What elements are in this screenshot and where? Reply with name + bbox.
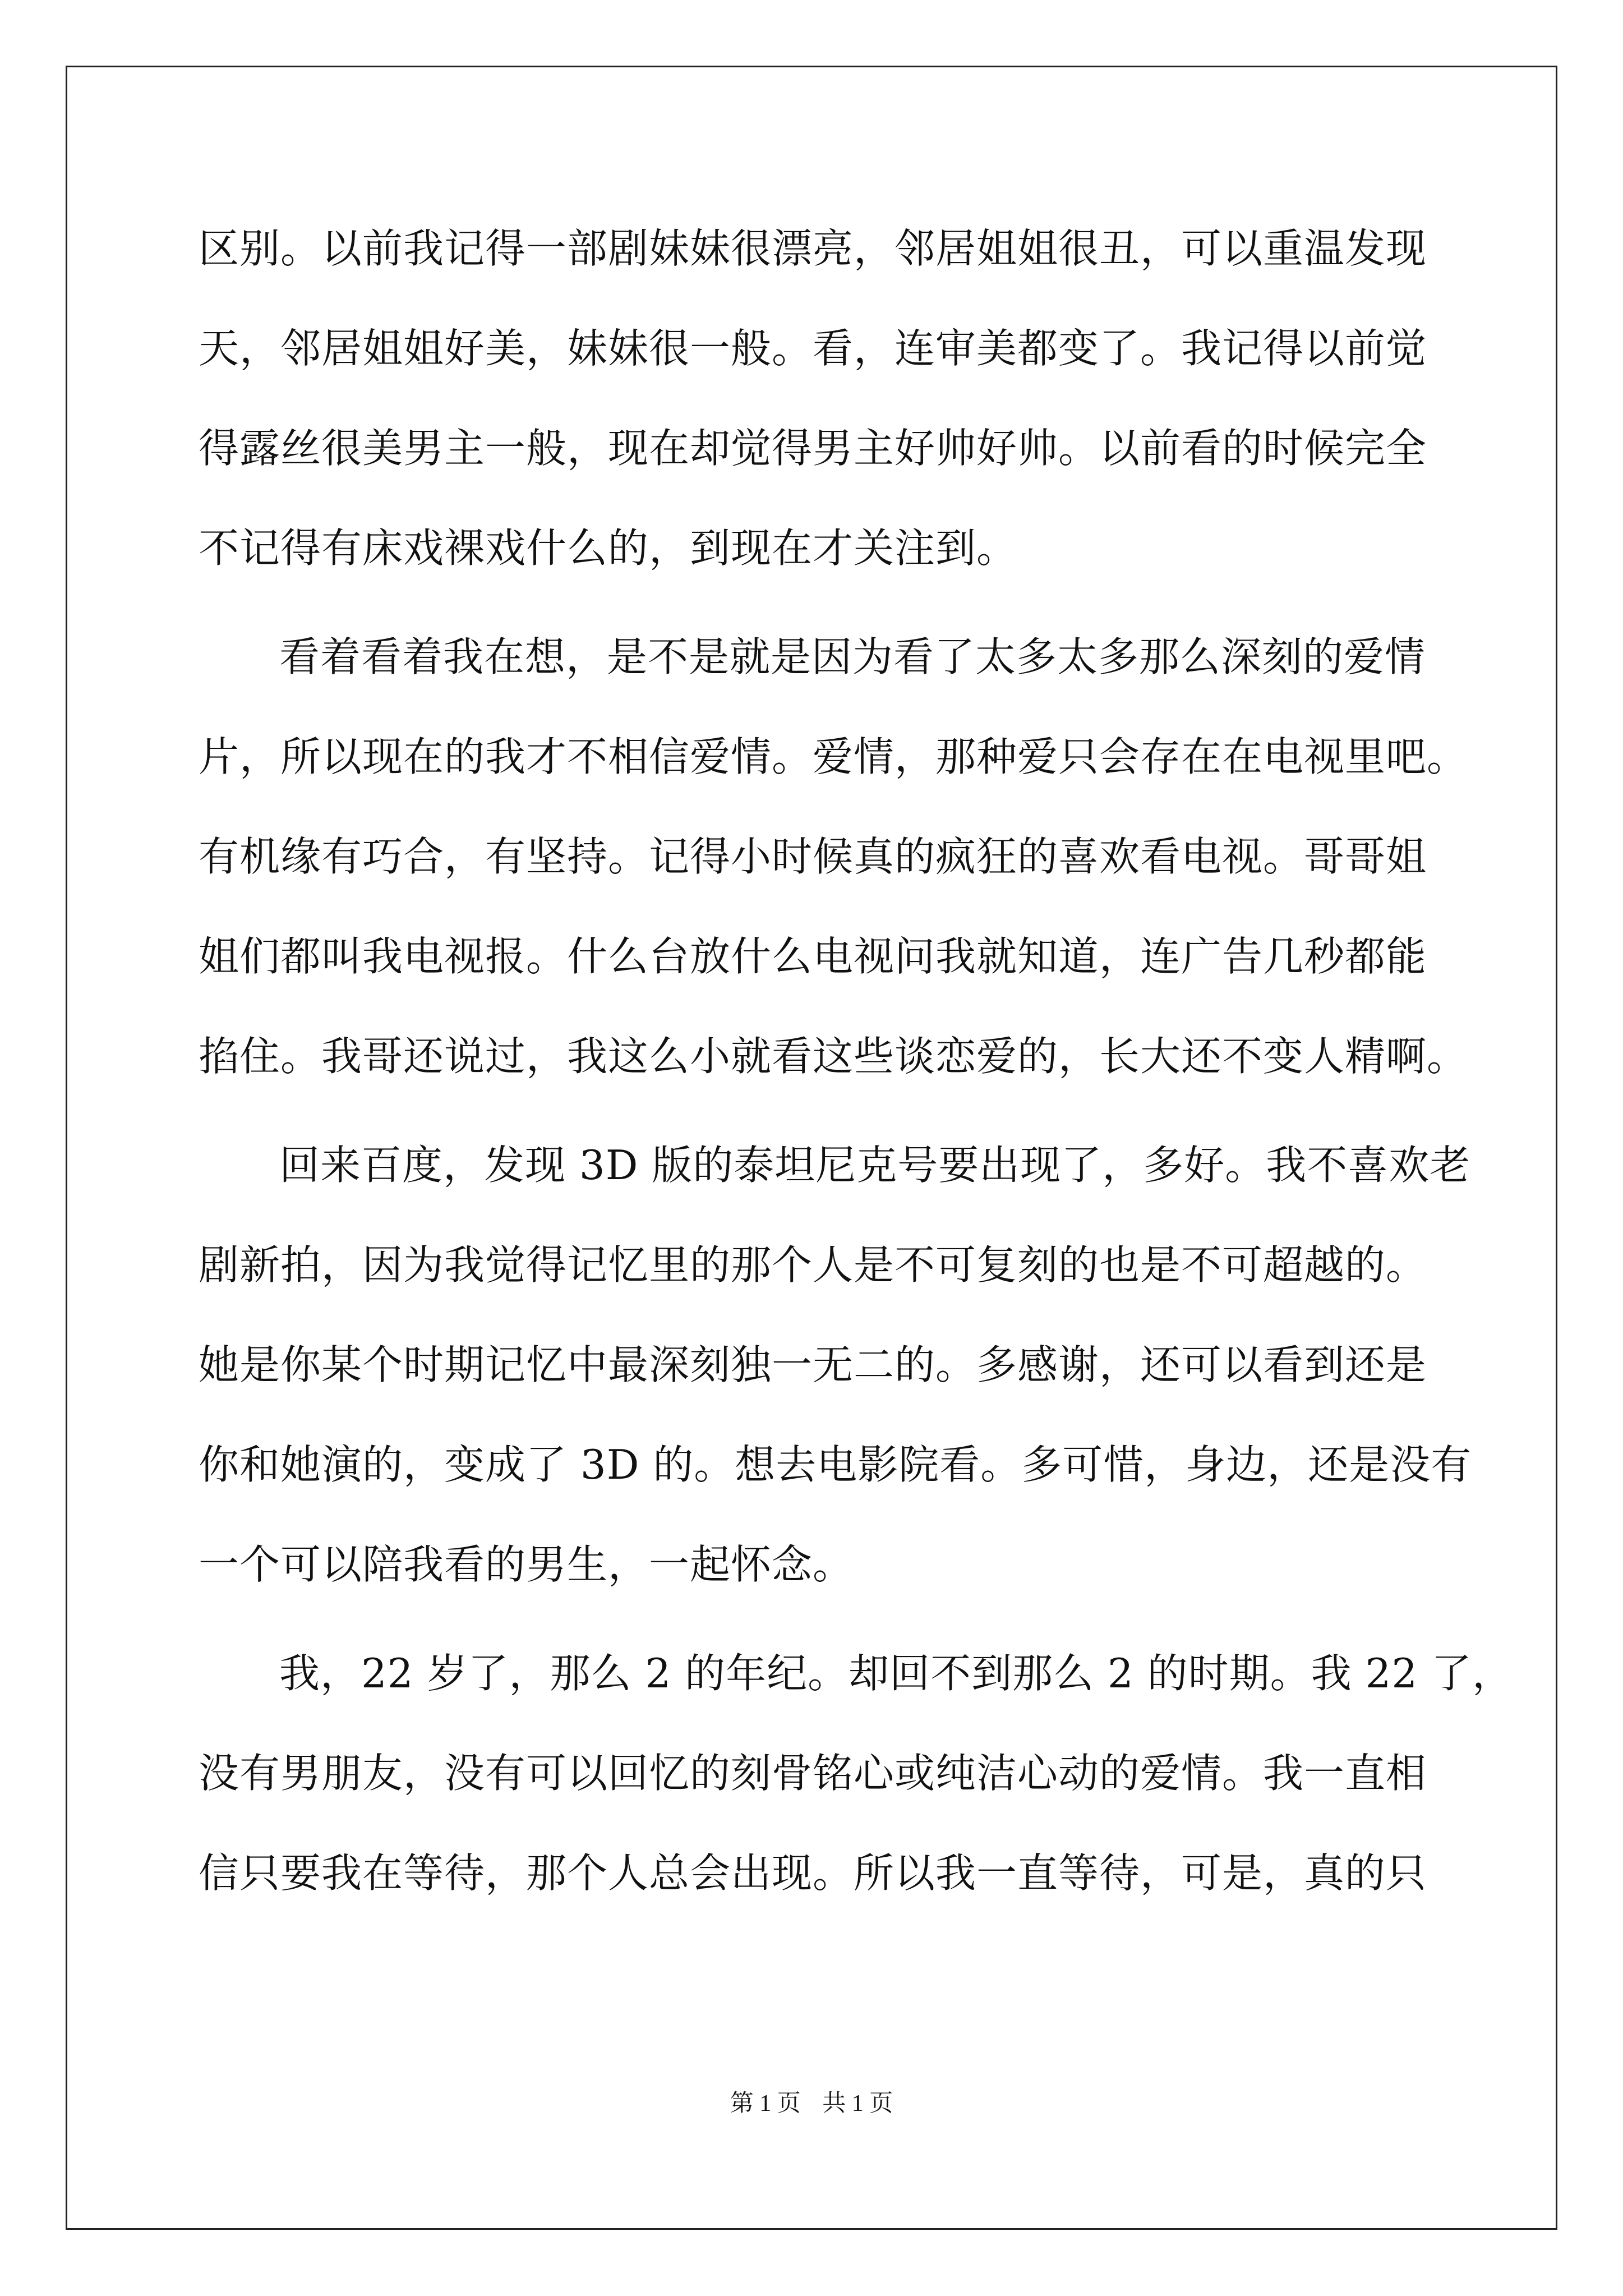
- text-line: 她是你某个时期记忆中最深刻独一无二的。多感谢，还可以看到还是: [199, 1341, 1427, 1388]
- text-line: 天，邻居姐姐好美，妹妹很一般。看，连审美都变了。我记得以前觉: [199, 325, 1427, 372]
- page-total: 共 1 页: [822, 2091, 893, 2116]
- paragraph-first-line: 我，22 岁了，那么 2 的年纪。却回不到那么 2 的时期。我 22 了，: [279, 1650, 1514, 1697]
- text-line: 剧新拍，因为我觉得记忆里的那个人是不可复刻的也是不可超越的。: [199, 1241, 1427, 1289]
- text-line: 有机缘有巧合，有坚持。记得小时候真的疯狂的喜欢看电视。哥哥姐: [199, 833, 1427, 880]
- text-line: 片，所以现在的我才不相信爱情。爱情，那种爱只会存在在电视里吧。: [199, 733, 1468, 780]
- text-line: 没有男朋友，没有可以回忆的刻骨铭心或纯洁心动的爱情。我一直相: [199, 1750, 1427, 1797]
- paragraph-first-line: 看着看着我在想，是不是就是因为看了太多太多那么深刻的爱情: [279, 633, 1426, 680]
- page-number: 第 1 页: [730, 2091, 801, 2116]
- text-line: 区别。以前我记得一部剧妹妹很漂亮，邻居姐姐很丑，可以重温发现: [199, 225, 1427, 272]
- text-line: 信只要我在等待，那个人总会出现。所以我一直等待，可是，真的只: [199, 1849, 1427, 1897]
- text-line: 你和她演的，变成了 3D 的。想去电影院看。多可惜，身边，还是没有: [199, 1441, 1472, 1488]
- paragraph-first-line: 回来百度，发现 3D 版的泰坦尼克号要出现了，多好。我不喜欢老: [279, 1142, 1471, 1189]
- page-footer: [0, 2085, 1623, 2118]
- text-line: 掐住。我哥还说过，我这么小就看这些谈恋爱的，长大还不变人精啊。: [199, 1033, 1468, 1080]
- text-line: 不记得有床戏裸戏什么的，到现在才关注到。: [199, 524, 1018, 572]
- text-line: 姐们都叫我电视报。什么台放什么电视问我就知道，连广告几秒都能: [199, 933, 1427, 980]
- text-line: 一个可以陪我看的男生，一起怀念。: [199, 1541, 854, 1588]
- text-line: 得露丝很美男主一般，现在却觉得男主好帅好帅。以前看的时候完全: [199, 425, 1427, 472]
